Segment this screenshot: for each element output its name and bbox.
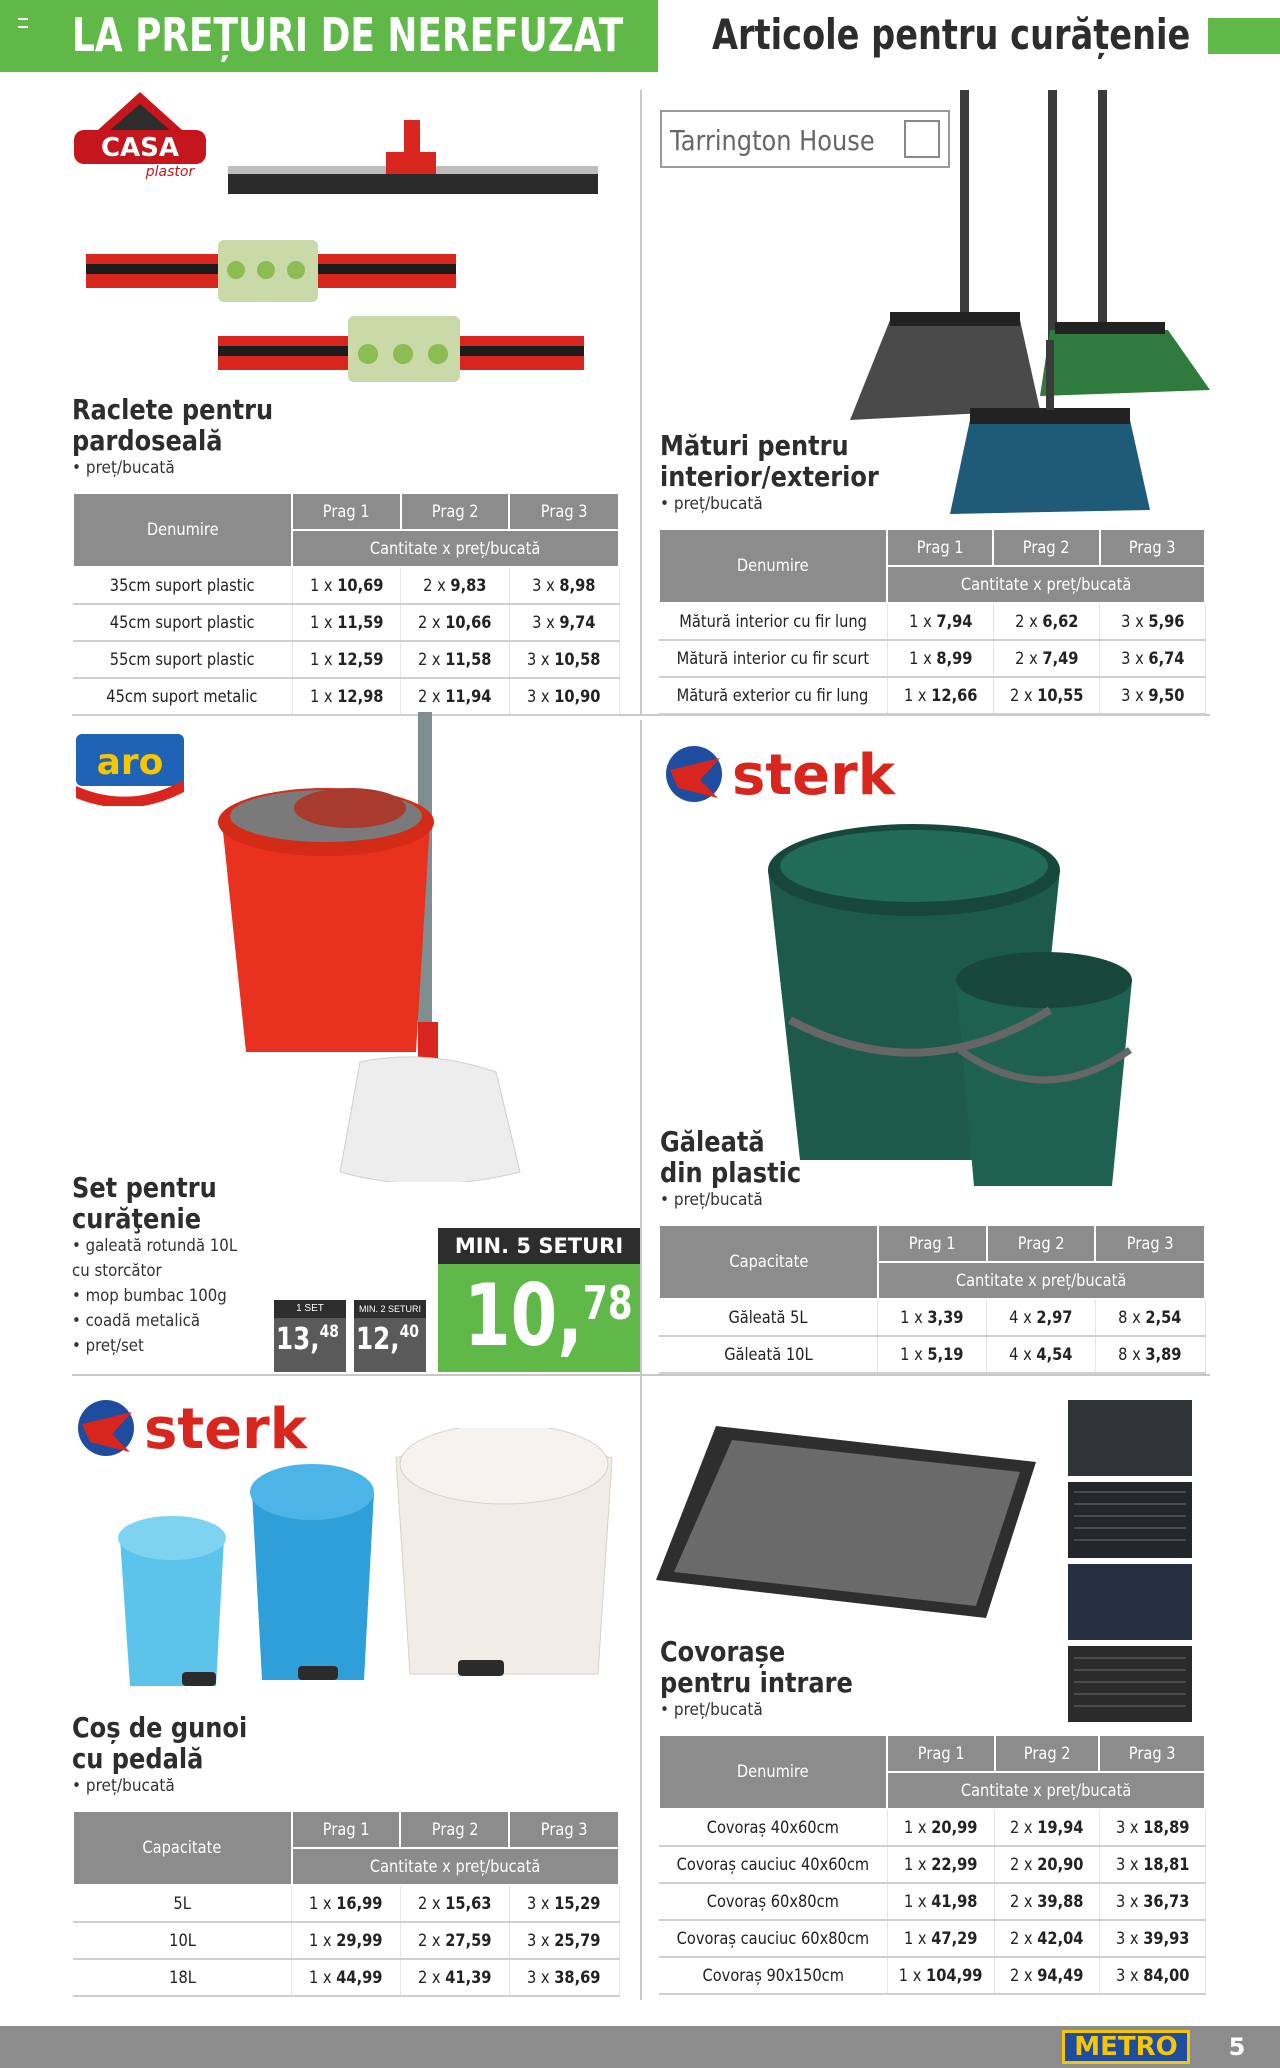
product-title [72, 1172, 217, 1234]
squeegee-image [86, 240, 466, 310]
title-line: curăţenie [72, 1202, 202, 1235]
page-number: 5 [1228, 2033, 1246, 2061]
table-header: Denumire [73, 493, 292, 567]
divider [640, 720, 642, 1380]
price-box-label: MIN. 2 SETURI [354, 1300, 426, 1318]
table-subheader: Cantitate x preț/bucată [878, 1262, 1205, 1299]
table-row: 35cm suport plastic 1 x 10,69 2 x 9,83 3 x 8,98 [73, 567, 619, 604]
price-int: 12, [356, 1322, 400, 1357]
table-row: 55cm suport plastic 1 x 12,59 2 x 11,58 3 x 10,58 [73, 641, 619, 678]
price-dec: 48 [319, 1322, 339, 1342]
product-title [660, 430, 879, 492]
header-accent [1208, 18, 1280, 54]
table-subheader: Cantitate x preț/bucată [887, 1772, 1205, 1809]
header-banner [0, 0, 658, 72]
price-table-cos [72, 1810, 620, 1997]
aro-logo-text: aro [96, 742, 164, 783]
table-row: Covoraș 90x150cm 1 x 104,99 2 x 94,49 3 x 84,00 [659, 1957, 1205, 1994]
table-header: Prag 2 [995, 1735, 1100, 1772]
table-header: Prag 2 [987, 1225, 1096, 1262]
price-table-raclete [72, 492, 620, 716]
bullet: • mop bumbac 100g [72, 1286, 227, 1306]
table-header: Prag 1 [292, 1811, 401, 1848]
min-sets-label: MIN. 5 SETURI [438, 1228, 640, 1264]
metro-logo: METRO [1062, 2030, 1190, 2064]
table-row: Covoraș 40x60cm 1 x 20,99 2 x 19,94 3 x 18,89 [659, 1809, 1205, 1846]
table-header: Prag 1 [878, 1225, 987, 1262]
bullet: • galeată rotundă 10L [72, 1236, 238, 1256]
table-header: Prag 3 [509, 1811, 619, 1848]
table-row: 45cm suport metalic 1 x 12,98 2 x 11,94 3 x 10,90 [73, 678, 619, 715]
product-title [660, 1636, 853, 1698]
menu-icon [18, 18, 28, 28]
price-unit: • preț/bucată [72, 458, 175, 478]
table-subheader: Cantitate x preț/bucată [292, 530, 619, 567]
divider [640, 90, 642, 716]
table-header: Prag 1 [887, 1735, 994, 1772]
price-unit: • preț/bucată [660, 1190, 763, 1210]
title-line: pentru intrare [660, 1666, 853, 1699]
product-title [72, 394, 273, 456]
table-header: Prag 1 [292, 493, 401, 530]
title-line: Covorașe [660, 1635, 786, 1668]
table-header: Prag 3 [1100, 529, 1205, 566]
price-int: 10, [464, 1266, 583, 1366]
price-table-covorase [658, 1734, 1206, 1995]
title-line: Mături pentru [660, 429, 849, 462]
title-line: Găleată [660, 1125, 765, 1158]
title-line: Raclete pentru [72, 393, 274, 426]
table-header: Prag 3 [509, 493, 619, 530]
header-left-title: LA PREȚURI DE NEREFUZAT [72, 8, 624, 62]
casa-logo-sub: plastor [145, 164, 195, 180]
table-row: Covoraș cauciuc 60x80cm 1 x 47,29 2 x 42,04 3 x 39,93 [659, 1920, 1205, 1957]
table-header: Prag 2 [400, 1811, 509, 1848]
table-row: Covoraș 60x80cm 1 x 41,98 2 x 39,88 3 x 36,73 [659, 1883, 1205, 1920]
table-row: Covoraș cauciuc 40x60cm 1 x 22,99 2 x 20,90 3 x 18,81 [659, 1846, 1205, 1883]
table-header: Capacitate [659, 1225, 878, 1299]
table-row: 45cm suport plastic 1 x 11,59 2 x 10,66 3 x 9,74 [73, 604, 619, 641]
table-row: Găleată 10L 1 x 5,19 4 x 4,54 8 x 3,89 [659, 1336, 1205, 1373]
table-row: Găleată 5L 1 x 3,39 4 x 2,97 8 x 2,54 [659, 1299, 1205, 1336]
bullet: • preț/set [72, 1336, 144, 1356]
table-header: Denumire [659, 529, 887, 603]
price-unit: • preț/bucată [72, 1776, 175, 1796]
table-header: Prag 1 [887, 529, 993, 566]
buckets-image [760, 820, 1140, 1200]
tarrington-logo-text: Tarrington House [670, 124, 875, 157]
title-line: Coș de gunoi [72, 1711, 248, 1744]
title-line: din plastic [660, 1156, 802, 1189]
product-bullets [72, 1234, 237, 1359]
price-unit: • preț/bucată [660, 1700, 763, 1720]
table-header: Denumire [659, 1735, 887, 1809]
squeegee-image [228, 116, 608, 206]
table-subheader: Cantitate x preț/bucată [887, 566, 1205, 603]
table-row: 10L 1 x 29,99 2 x 27,59 3 x 25,79 [73, 1922, 619, 1959]
divider [72, 1374, 1210, 1376]
squeegee-image [218, 316, 588, 386]
sterk-logo [660, 740, 900, 816]
title-line: pardoseală [72, 424, 223, 457]
divider [640, 1380, 642, 2000]
bullet: cu storcător [72, 1261, 162, 1281]
big-price [438, 1264, 640, 1372]
price-box-1set [274, 1300, 346, 1372]
trash-bins-image [112, 1428, 622, 1698]
title-line: interior/exterior [660, 460, 879, 493]
table-header: Prag 3 [1095, 1225, 1205, 1262]
mop-bucket-image [200, 712, 570, 1182]
table-row: 18L 1 x 44,99 2 x 41,39 3 x 38,69 [73, 1959, 619, 1996]
price-int: 13, [276, 1322, 320, 1357]
sterk-logo-text: sterk [732, 743, 895, 808]
sterk-logo-text: sterk [144, 1397, 307, 1462]
price-box-2sets [354, 1300, 426, 1372]
table-row: Mătură exterior cu fir lung 1 x 12,66 2 x 10,55 3 x 9,50 [659, 677, 1205, 714]
product-title [660, 1126, 801, 1188]
title-line: Set pentru [72, 1171, 217, 1204]
table-row: Mătură interior cu fir scurt 1 x 8,99 2 x 7,49 3 x 6,74 [659, 640, 1205, 677]
price-table-galeata [658, 1224, 1206, 1374]
table-header: Prag 3 [1099, 1735, 1205, 1772]
price-unit: • preț/bucată [660, 494, 763, 514]
bullet: • coadă metalică [72, 1311, 201, 1331]
table-row: 5L 1 x 16,99 2 x 15,63 3 x 15,29 [73, 1885, 619, 1922]
product-title [72, 1712, 247, 1774]
casa-plastor-logo [70, 90, 210, 190]
title-line: cu pedală [72, 1742, 204, 1775]
price-table-maturi [658, 528, 1206, 715]
price-dec: 40 [399, 1322, 419, 1342]
table-subheader: Cantitate x preț/bucată [292, 1848, 619, 1885]
price-dec: 78 [582, 1276, 633, 1330]
casa-logo-text: CASA [100, 133, 180, 163]
aro-logo [72, 730, 192, 806]
table-row: Mătură interior cu fir lung 1 x 7,94 2 x 6,62 3 x 5,96 [659, 603, 1205, 640]
table-header: Capacitate [73, 1811, 292, 1885]
table-header: Prag 2 [993, 529, 1099, 566]
price-box-label: 1 SET [274, 1300, 346, 1318]
brooms-image [850, 90, 1220, 520]
header-right-title: Articole pentru curățenie [712, 10, 1191, 59]
table-header: Prag 2 [401, 493, 510, 530]
